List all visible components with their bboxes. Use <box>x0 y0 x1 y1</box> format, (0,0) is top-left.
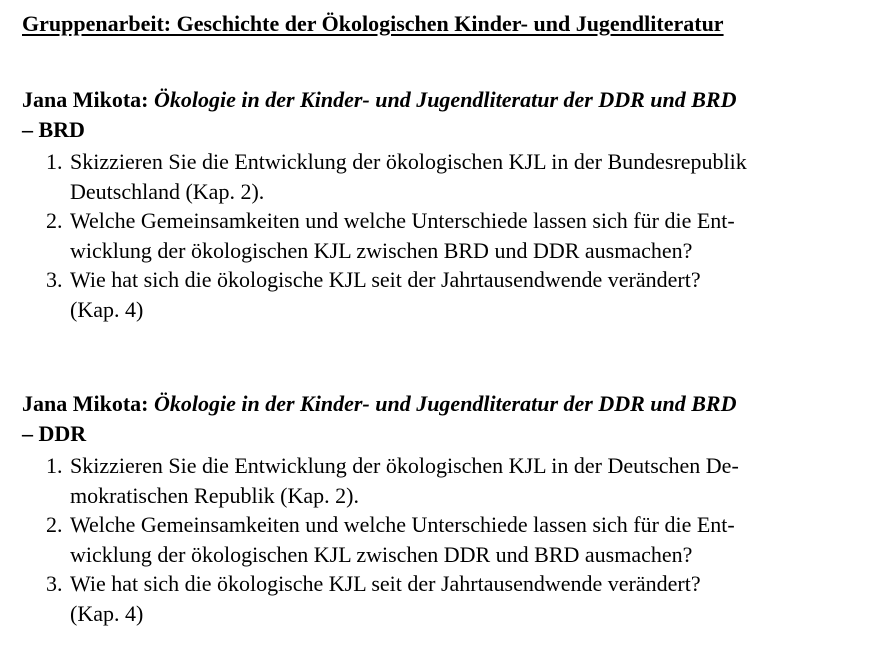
task-line: Skizzieren Sie die Entwicklung der ökologischen KJL in der Bundesrepublik <box>70 149 747 174</box>
section-heading <box>22 389 862 449</box>
task-number: 1. <box>46 149 63 174</box>
section-brd <box>22 85 862 324</box>
task-number: 2. <box>46 512 63 537</box>
work-title: Ökologie in der Kinder- und Jugendliteratur der DDR und BRD <box>154 87 737 112</box>
author-name: Jana Mikota: <box>22 87 149 112</box>
task-item <box>22 265 862 324</box>
task-item <box>22 569 862 628</box>
task-number: 3. <box>46 267 63 292</box>
page-title: Gruppenarbeit: Geschichte der Ökologischen Kinder- und Jugendliteratur <box>22 11 724 36</box>
section-suffix: – BRD <box>22 117 85 142</box>
task-item <box>22 510 862 569</box>
work-title: Ökologie in der Kinder- und Jugendliteratur der DDR und BRD <box>154 391 737 416</box>
author-name: Jana Mikota: <box>22 391 149 416</box>
task-line: Wie hat sich die ökologische KJL seit der Jahrtausendwende verändert? <box>70 571 701 596</box>
task-list <box>22 451 862 628</box>
task-line: wicklung der ökologischen KJL zwischen BRD und DDR ausmachen? <box>70 237 693 263</box>
task-line: Skizzieren Sie die Entwicklung der ökologischen KJL in der Deutschen De- <box>70 453 739 478</box>
task-line: Deutschland (Kap. 2). <box>70 178 265 204</box>
section-suffix: – DDR <box>22 421 87 446</box>
task-item <box>22 451 862 510</box>
task-line: (Kap. 4) <box>70 600 144 626</box>
section-heading <box>22 85 862 145</box>
task-line: mokratischen Republik (Kap. 2). <box>70 482 359 508</box>
task-line: Welche Gemeinsamkeiten und welche Unterschiede lassen sich für die Ent- <box>70 208 735 233</box>
task-item <box>22 147 862 206</box>
task-number: 2. <box>46 208 63 233</box>
task-item <box>22 206 862 265</box>
task-number: 3. <box>46 571 63 596</box>
task-list <box>22 147 862 324</box>
task-line: Wie hat sich die ökologische KJL seit der Jahrtausendwende verändert? <box>70 267 701 292</box>
section-ddr <box>22 389 862 628</box>
task-line: Welche Gemeinsamkeiten und welche Unterschiede lassen sich für die Ent- <box>70 512 735 537</box>
task-line: (Kap. 4) <box>70 296 144 322</box>
task-number: 1. <box>46 453 63 478</box>
task-line: wicklung der ökologischen KJL zwischen DDR und BRD ausmachen? <box>70 541 693 567</box>
